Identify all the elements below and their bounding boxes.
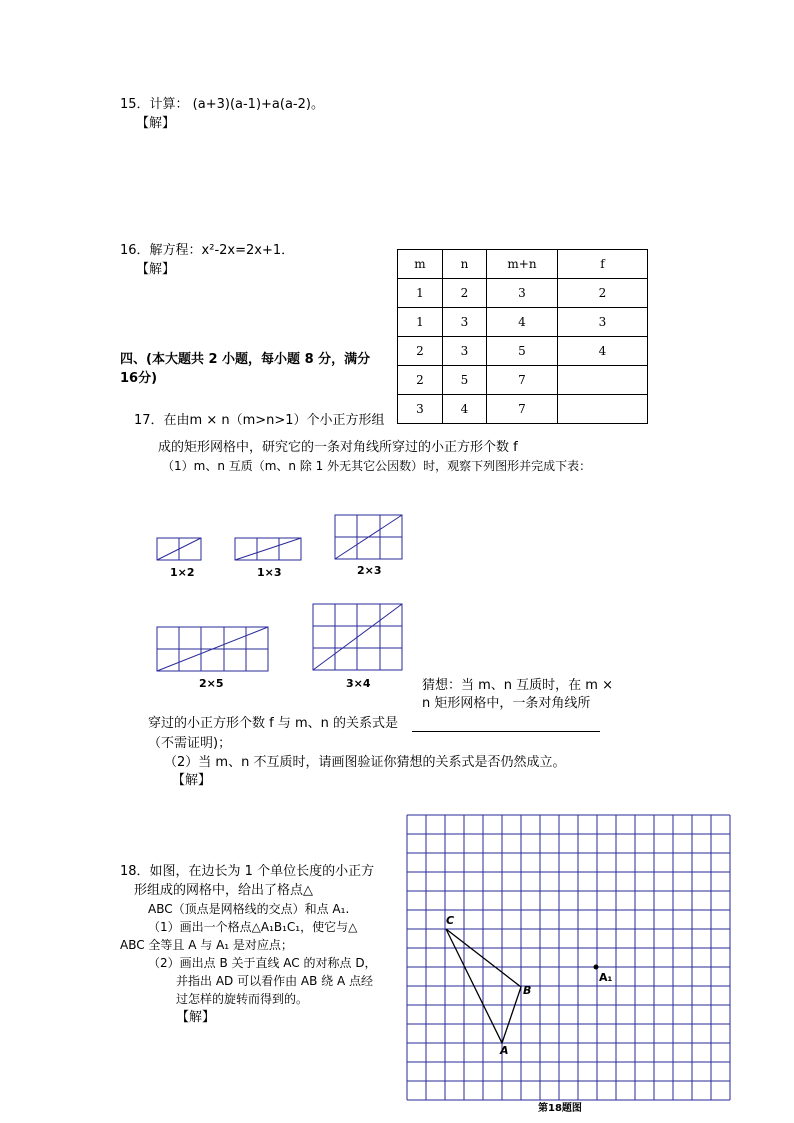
q18-line6: （2）画出点 B 关于直线 AC 的对称点 D，: [148, 956, 377, 970]
table-header-cell: f: [558, 250, 648, 279]
figure-caption: 第18题图: [538, 1103, 582, 1114]
q15-question: 15．计算： (a+3)(a-1)+a(a-2)。: [120, 97, 324, 112]
table-cell: 1: [398, 308, 443, 337]
section4-heading-line2: 16分): [120, 371, 158, 386]
table-cell: 3: [558, 308, 648, 337]
table-cell: 3: [487, 279, 558, 308]
q16-answer-marker: 【解】: [136, 262, 176, 277]
conjecture-line3: 穿过的小正方形个数 f 与 m、n 的关系式是: [148, 716, 399, 731]
q18-answer-marker: 【解】: [176, 1010, 216, 1025]
conjecture-line1: 猜想：当 m、n 互质时，在 m ×: [422, 678, 613, 693]
q17-line2: 成的矩形网格中，研究它的一条对角线所穿过的小正方形个数 f: [158, 440, 518, 455]
q16-question: 16．解方程：x²-2x=2x+1．: [120, 243, 295, 258]
table-cell: 4: [558, 337, 648, 366]
table-cell: 2: [398, 337, 443, 366]
fig-label-2x5: 2×5: [199, 677, 224, 690]
q18-line1: 18．如图，在边长为 1 个单位长度的小正方: [120, 864, 375, 879]
table-header-cell: n: [443, 250, 487, 279]
q15-answer-marker: 【解】: [136, 116, 176, 131]
fig-label-2x3: 2×3: [357, 564, 382, 577]
table-cell: 5: [443, 366, 487, 395]
q18-line5: ABC 全等且 A 与 A₁ 是对应点；: [120, 938, 293, 952]
q17-part2: （2）当 m、n 不互质时，请画图验证你猜想的关系式是否仍然成立。: [164, 755, 566, 770]
q18-line7: 并指出 AD 可以看作由 AB 绕 A 点经: [176, 974, 373, 988]
table-cell: 7: [487, 366, 558, 395]
lattice-grid: [407, 815, 730, 1100]
table-cell: 4: [487, 308, 558, 337]
table-cell: 5: [487, 337, 558, 366]
point-a1: [594, 965, 599, 970]
label-b: B: [523, 984, 532, 997]
table-cell: 2: [558, 279, 648, 308]
fig-label-1x2: 1×2: [170, 566, 195, 579]
q18-line8: 过怎样的旋转而得到的。: [176, 992, 309, 1006]
label-c: C: [446, 914, 455, 927]
table-cell: 2: [443, 279, 487, 308]
table-cell: 7: [487, 395, 558, 424]
section4-heading-line1: 四、(本大题共 2 小题，每小题 8 分，满分: [120, 352, 371, 367]
table-cell: 1: [398, 279, 443, 308]
conjecture-line4: （不需证明)；: [148, 736, 232, 751]
q18-line2: 形组成的网格中，给出了格点△: [134, 883, 313, 898]
table-cell: 3: [443, 337, 487, 366]
label-a: A: [500, 1044, 509, 1057]
table-cell: 3: [398, 395, 443, 424]
label-a1: A₁: [599, 971, 613, 984]
q17-answer-marker: 【解】: [172, 773, 212, 788]
q18-line4: （1）画出一个格点△A₁B₁C₁，使它与△: [148, 920, 358, 934]
q17-line1: 17．在由m × n（m>n>1）个小正方形组: [134, 413, 385, 428]
table-header-cell: m: [398, 250, 443, 279]
fig-label-3x4: 3×4: [346, 677, 371, 690]
q18-line3: ABC（顶点是网格线的交点）和点 A₁.: [148, 902, 350, 916]
fig-label-1x3: 1×3: [257, 566, 282, 579]
conjecture-line2: n 矩形网格中，一条对角线所: [422, 696, 591, 711]
table-header-cell: m+n: [487, 250, 558, 279]
table-cell: 3: [443, 308, 487, 337]
q17-part1: （1）m、n 互质（m、n 除 1 外无其它公因数）时，观察下列图形并完成下表：: [162, 459, 592, 473]
table-cell: 2: [398, 366, 443, 395]
table-cell: 4: [443, 395, 487, 424]
